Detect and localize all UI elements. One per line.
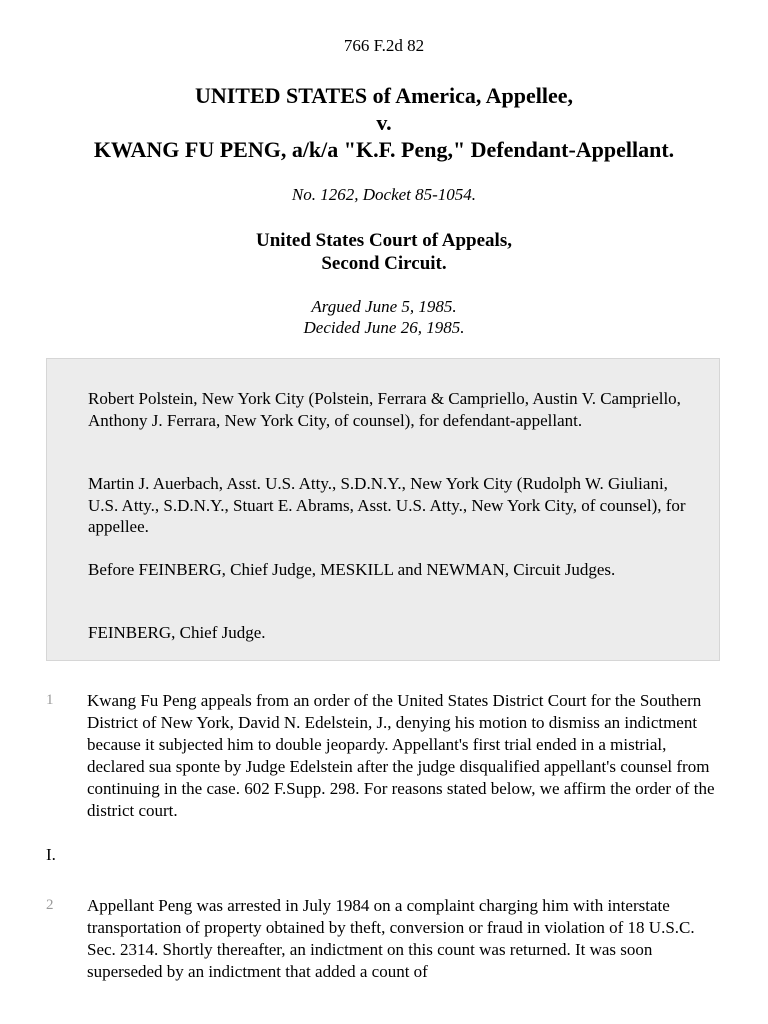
paragraph-text: Kwang Fu Peng appeals from an order of the United States District Court for the Southern District of New York, David N. Edelstein, J., denying his motion to dismiss an indictment because it subjected him to double jeopardy. Appellant's first trial ended in a mistrial, declared sua sponte by Judge Edelstein after the judge disqualified appellant's counsel from continuing in the case. 602 F.Supp. 298. For reasons stated below, we affirm the order of the district court. bbox=[87, 691, 715, 820]
argued-date: Argued June 5, 1985. bbox=[311, 297, 457, 316]
docket-number: No. 1262, Docket 85-1054. bbox=[291, 185, 477, 204]
opinion-author: FEINBERG, Chief Judge. bbox=[88, 623, 266, 642]
paragraph-number: 1 bbox=[46, 692, 54, 708]
section-heading: I. bbox=[46, 845, 56, 864]
appellant-counsel: Robert Polstein, New York City (Polstein, Ferrara & Campriello, Austin V. Campriello, Anthony J. Ferrara, New York City, of counsel), for defendant-appellant. bbox=[88, 389, 681, 430]
paragraph-text: Appellant Peng was arrested in July 1984 on a complaint charging him with interstate transportation of property obtained by theft, conversion or fraud in violation of 18 U.S.C. Sec. 2314. Shortly thereafter, an indictment on this count was returned. It was soon superseded by an indictment that added a count of bbox=[87, 896, 695, 981]
decided-date: Decided June 26, 1985. bbox=[303, 318, 465, 337]
court-name bbox=[0, 229, 768, 275]
paragraph-number: 2 bbox=[46, 897, 54, 913]
caption-appellee: UNITED STATES of America, Appellee, bbox=[194, 83, 574, 108]
case-dates bbox=[0, 296, 768, 338]
court-name-line1: United States Court of Appeals, bbox=[256, 230, 512, 251]
case-caption bbox=[0, 82, 768, 163]
court-name-line2: Second Circuit. bbox=[321, 253, 447, 274]
counsel-box bbox=[46, 358, 720, 661]
caption-versus: v. bbox=[376, 110, 392, 135]
panel-judges: Before FEINBERG, Chief Judge, MESKILL and NEWMAN, Circuit Judges. bbox=[88, 560, 616, 579]
caption-appellant: KWANG FU PENG, a/k/a "K.F. Peng," Defendant-Appellant. bbox=[93, 137, 675, 162]
case-citation: 766 F.2d 82 bbox=[343, 36, 425, 55]
appellee-counsel: Martin J. Auerbach, Asst. U.S. Atty., S.D.N.Y., New York City (Rudolph W. Giuliani, U.S. Atty., S.D.N.Y., Stuart E. Abrams, Asst. U.S. Atty., New York City, of counsel), for appellee. bbox=[88, 474, 686, 536]
